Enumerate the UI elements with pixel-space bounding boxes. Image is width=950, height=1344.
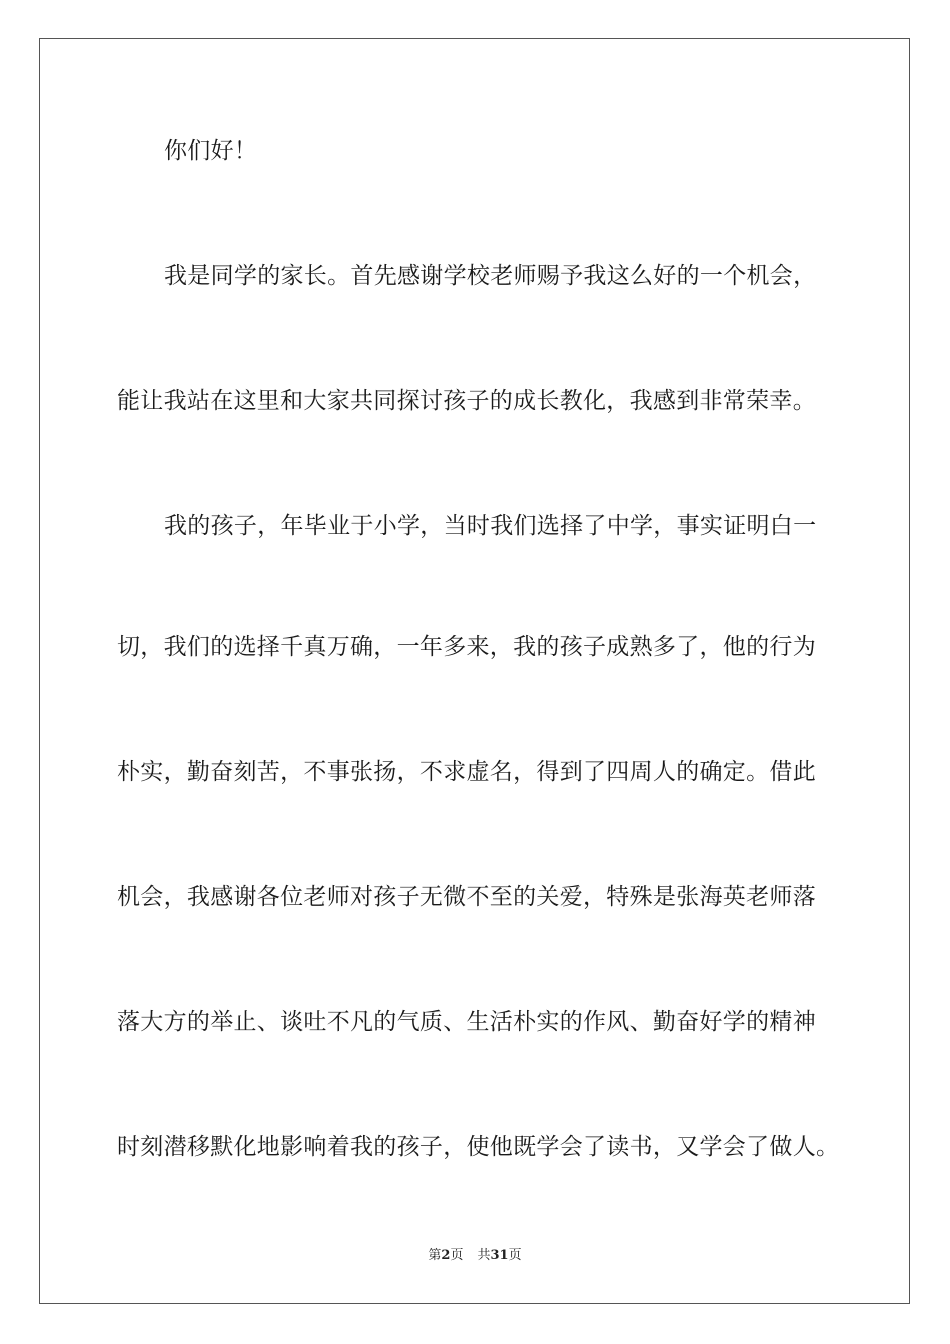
paragraph-2-line-3: 朴实，勤奋刻苦，不事张扬，不求虚名，得到了四周人的确定。借此 [117,759,816,785]
total-label-prefix: 共 [477,1248,491,1263]
page-label-suffix: 页 [450,1248,464,1263]
total-pages: 31 [490,1248,509,1263]
total-label-suffix: 页 [508,1248,522,1263]
paragraph-2-line-2: 切，我们的选择千真万确，一年多来，我的孩子成熟多了，他的行为 [117,634,816,660]
paragraph-2-line-4: 机会，我感谢各位老师对孩子无微不至的关爱，特殊是张海英老师落 [117,884,816,910]
page-label-prefix: 第 [428,1248,442,1263]
paragraph-2-line-5: 落大方的举止、谈吐不凡的气质、生活朴实的作风、勤奋好学的精神 [117,1009,816,1035]
paragraph-1-line-2: 能让我站在这里和大家共同探讨孩子的成长教化，我感到非常荣幸。 [117,388,816,414]
paragraph-2-line-6: 时刻潜移默化地影响着我的孩子，使他既学会了读书，又学会了做人。 [117,1134,840,1160]
greeting-line: 你们好！ [164,138,258,164]
page-border [39,38,910,1304]
paragraph-2-line-1: 我的孩子，年毕业于小学，当时我们选择了中学，事实证明白一 [164,513,817,539]
paragraph-1-line-1: 我是同学的家长。首先感谢学校老师赐予我这么好的一个机会， [164,263,817,289]
page-number: 2 [441,1248,451,1263]
page-footer [0,1247,950,1265]
